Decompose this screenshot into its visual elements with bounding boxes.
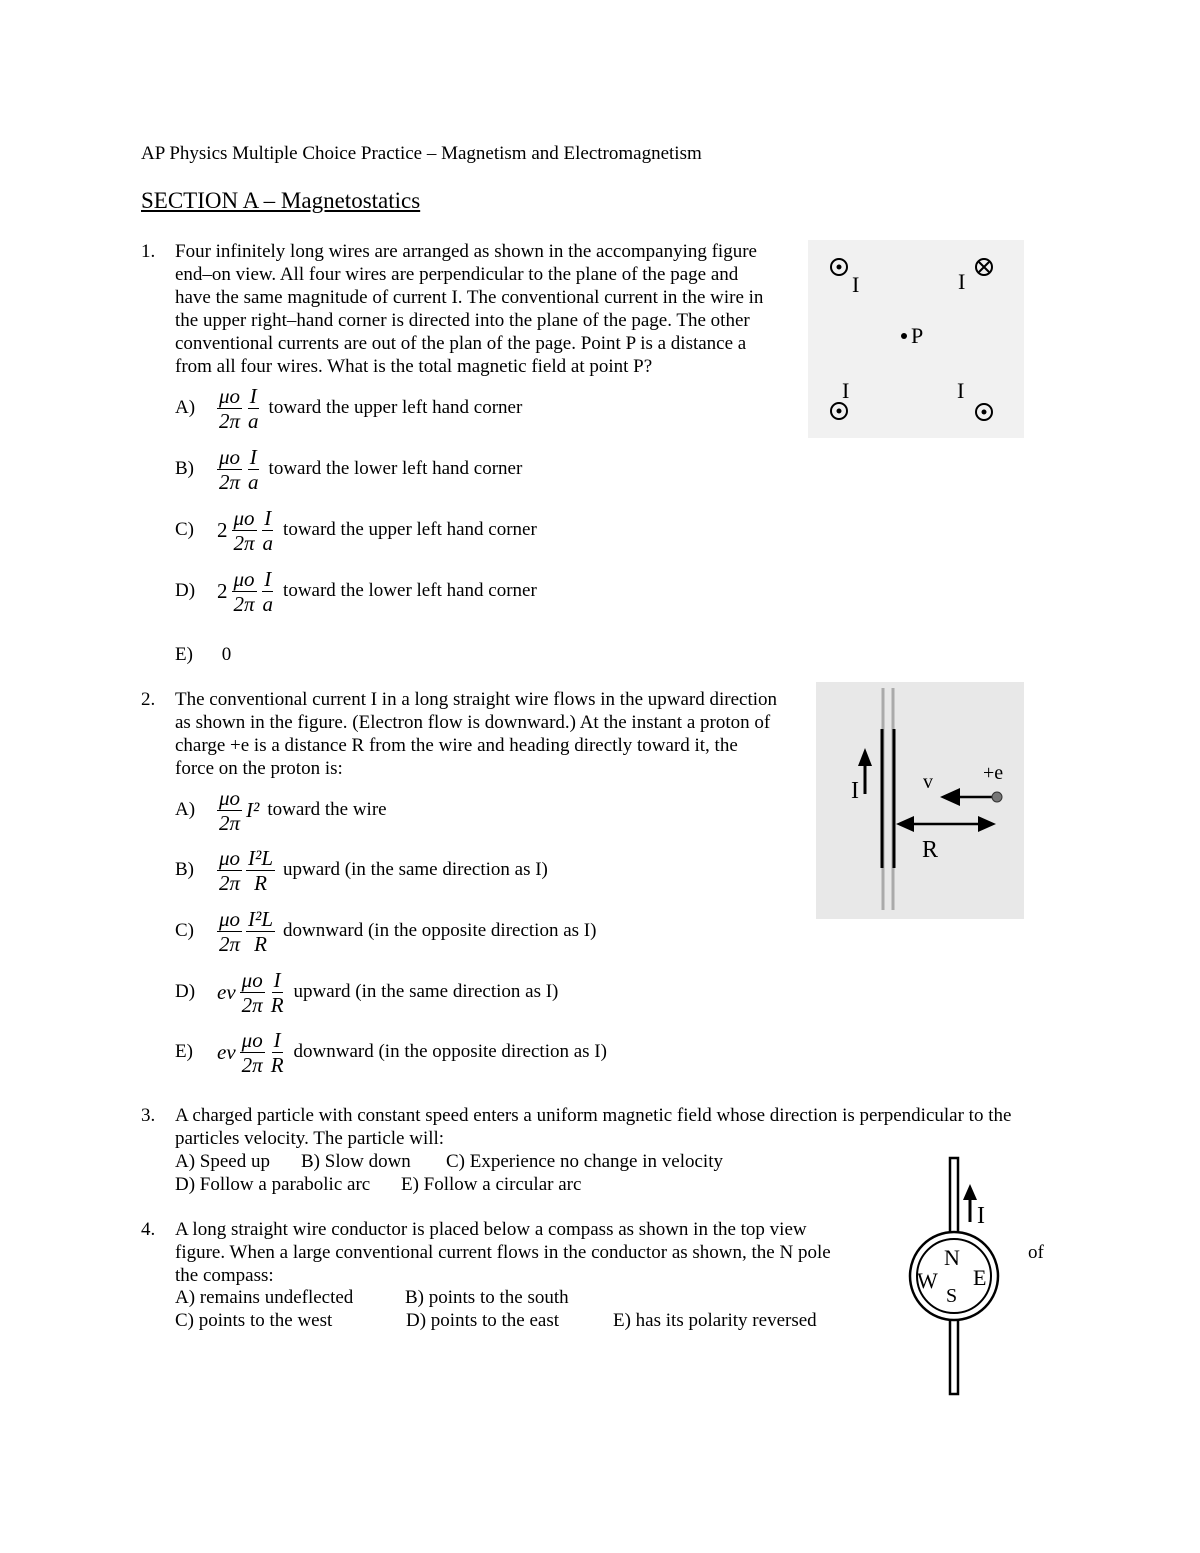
q1-line: have the same magnitude of current I. The conventional current in the wire in (175, 287, 764, 308)
proton-icon (992, 792, 1002, 802)
q2-number: 2. (141, 689, 156, 710)
q1-number: 1. (141, 241, 156, 262)
option-text: toward the upper left hand corner (283, 518, 537, 540)
coefficient: 2 (217, 578, 228, 603)
current-label: I (977, 1203, 985, 1229)
fraction: $\frac{I}{a}$ (262, 566, 274, 616)
compass-south-label: S (946, 1285, 958, 1307)
q4-option-c[interactable]: C) points to the west (175, 1310, 333, 1331)
compass-west-label: W (917, 1268, 938, 1293)
fraction: $\frac{\mu o}{2\pi}$ (233, 566, 255, 616)
q1-line: end–on view. All four wires are perpendicular to the plane of the page and (175, 264, 739, 285)
option-label: C) (175, 519, 194, 540)
q1-line: the upper right–hand corner is directed into the plane of the page. The other (175, 310, 750, 331)
q4-compass-figure (900, 1152, 1006, 1398)
option-text: toward the lower left hand corner (283, 579, 537, 601)
point-p-dot (901, 333, 907, 339)
option-label: A) (175, 799, 196, 820)
q2-line: as shown in the figure. (Electron flow is downward.) At the instant a proton of (175, 712, 771, 733)
fraction: $\frac{\text{I²L}}{R}$ (248, 906, 274, 956)
q3-option-d[interactable]: D) Follow a parabolic arc (175, 1174, 371, 1195)
q3-option-e[interactable]: E) Follow a circular arc (401, 1174, 582, 1195)
option-text: downward (in the opposite direction as I) (283, 919, 597, 941)
option-text: upward (in the same direction as I) (283, 858, 548, 880)
q4-option-b[interactable]: B) points to the south (405, 1287, 569, 1308)
option-text: toward the upper left hand corner (268, 396, 523, 418)
q3-option-b[interactable]: B) Slow down (301, 1151, 411, 1172)
fraction: $\frac{I}{R}$ (270, 1027, 284, 1077)
q4-option-a[interactable]: A) remains undeflected (175, 1287, 354, 1308)
fraction: $\frac{\mu o}{2\pi}$ (219, 444, 241, 494)
q1-wires-figure (808, 240, 1024, 438)
q1-line: from all four wires. What is the total magnetic field at point P? (175, 356, 653, 377)
q4-line-end: of (1028, 1242, 1044, 1263)
fraction: $\frac{\mu o}{2\pi}$ (241, 1027, 263, 1077)
coefficient: 2 (217, 517, 228, 542)
math-term: ev (217, 979, 236, 1004)
q1-line: Four infinitely long wires are arranged as shown in the accompanying figure (175, 241, 757, 262)
option-text: toward the wire (267, 798, 387, 820)
q4-option-d[interactable]: D) points to the east (406, 1310, 560, 1331)
q2-wire-proton-figure (816, 682, 1024, 919)
compass-east-label: E (973, 1265, 987, 1290)
page-header: AP Physics Multiple Choice Practice – Magnetism and Electromagnetism (141, 143, 702, 164)
distance-label: R (922, 837, 939, 863)
q1-line: conventional currents are out of the plan of the page. Point P is a distance a (175, 333, 747, 354)
section-title: SECTION A – Magnetostatics (141, 188, 421, 213)
option-label: C) (175, 920, 194, 941)
fraction: $\frac{\mu o}{2\pi}$ (219, 845, 241, 895)
current-label: I (958, 269, 966, 294)
fraction: $\frac{I}{a}$ (248, 383, 259, 433)
q2-line: charge +e is a distance R from the wire and heading directly toward it, the (175, 735, 738, 756)
current-label: I (842, 378, 850, 403)
q4-line: A long straight wire conductor is placed below a compass as shown in the top view (175, 1219, 807, 1240)
fraction: $\frac{I}{R}$ (270, 967, 284, 1017)
current-label: I (957, 378, 965, 403)
point-p-label: P (911, 323, 924, 348)
q4-line: the compass: (175, 1265, 274, 1286)
current-label: I (851, 778, 859, 804)
q2-line: The conventional current I in a long straight wire flows in the upward direction (175, 689, 778, 710)
current-label: I (852, 272, 860, 297)
compass-north-label: N (944, 1245, 960, 1270)
q3-option-a[interactable]: A) Speed up (175, 1151, 270, 1172)
option-label: B) (175, 859, 194, 880)
q4-option-e[interactable]: E) has its polarity reversed (613, 1310, 817, 1331)
math-term: I² (246, 797, 260, 822)
option-text: upward (in the same direction as I) (293, 980, 559, 1002)
option-label: E) (175, 1041, 193, 1062)
q3-number: 3. (141, 1105, 156, 1126)
q3-option-c[interactable]: C) Experience no change in velocity (446, 1151, 723, 1172)
q4-line: figure. When a large conventional current flows in the conductor as shown, the N pole (175, 1242, 831, 1263)
option-text: 0 (221, 644, 232, 665)
option-label: A) (175, 397, 196, 418)
fraction: $\frac{\mu o}{2\pi}$ (241, 967, 263, 1017)
velocity-label: v (923, 771, 933, 793)
q2-line: force on the proton is: (175, 758, 343, 779)
q3-line: particles velocity. The particle will: (175, 1128, 445, 1149)
q1-option-e[interactable] (175, 644, 231, 667)
q4-number: 4. (141, 1219, 156, 1240)
current-arrow-icon (963, 1184, 977, 1222)
option-text: downward (in the opposite direction as I) (293, 1040, 607, 1062)
fraction: $\frac{\text{I²L}}{R}$ (248, 845, 274, 895)
fraction: $\frac{\mu o}{2\pi}$ (219, 785, 241, 835)
option-label: E) (175, 644, 193, 665)
fraction: $\frac{\mu o}{2\pi}$ (219, 383, 241, 433)
charge-label: +e (983, 762, 1004, 784)
fraction: $\frac{\mu o}{2\pi}$ (219, 906, 241, 956)
fraction: $\frac{\mu o}{2\pi}$ (233, 505, 255, 555)
option-label: D) (175, 580, 196, 601)
option-label: B) (175, 458, 194, 479)
q3-line: A charged particle with constant speed enters a uniform magnetic field whose direction is perpendicular to the (175, 1105, 1012, 1126)
option-text: toward the lower left hand corner (268, 457, 523, 479)
option-label: D) (175, 981, 196, 1002)
fraction: $\frac{I}{a}$ (248, 444, 259, 494)
math-term: ev (217, 1039, 236, 1064)
fraction: $\frac{I}{a}$ (262, 505, 274, 555)
